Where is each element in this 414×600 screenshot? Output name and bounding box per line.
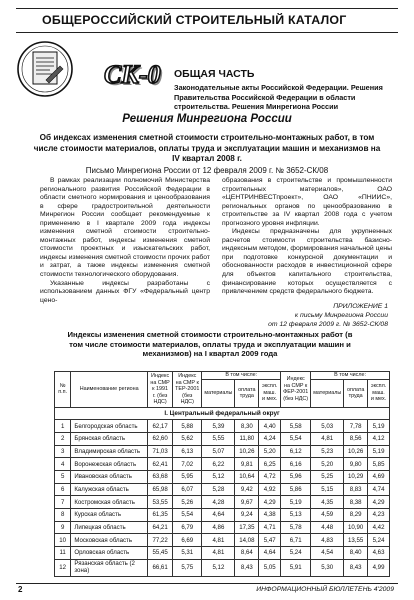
region-name: Липецкая область	[71, 521, 148, 534]
index-value: 4,29	[368, 496, 390, 509]
row-number: 6	[55, 483, 71, 496]
appendix-label: ПРИЛОЖЕНИЕ 1	[333, 303, 388, 310]
table-row	[55, 470, 390, 483]
index-value: 10,26	[235, 445, 259, 458]
index-value: 11,80	[235, 432, 259, 445]
index-value: 9,67	[235, 496, 259, 509]
catalog-heading: ОБЩЕРОССИЙСКИЙ СТРОИТЕЛЬНЫЙ КАТАЛОГ	[42, 13, 347, 27]
index-value: 4,74	[368, 483, 390, 496]
header-group-ter: В том числе:	[202, 372, 281, 380]
index-value: 5,91	[281, 559, 311, 576]
header-machines: экспл. маш. и мех.	[259, 379, 281, 407]
row-number: 9	[55, 521, 71, 534]
table-row	[55, 445, 390, 458]
row-number: 7	[55, 496, 71, 509]
index-value: 5,54	[173, 509, 202, 522]
table-row	[55, 458, 390, 471]
index-value: 4,86	[202, 521, 235, 534]
header-smr-fer: Индекс на СМР к ФЕР-2001 (без НДС)	[281, 372, 311, 408]
index-value: 6,69	[173, 534, 202, 547]
index-value: 5,25	[311, 470, 344, 483]
index-value: 4,83	[311, 534, 344, 547]
page-number: 2	[18, 585, 23, 594]
index-value: 55,45	[148, 547, 173, 560]
index-value: 8,43	[344, 559, 368, 576]
index-value: 4,24	[259, 432, 281, 445]
header-machines: экспл. маш. и мех.	[368, 379, 390, 407]
region-name: Московская область	[71, 534, 148, 547]
index-value: 17,35	[235, 521, 259, 534]
index-value: 4,54	[311, 547, 344, 560]
index-value: 5,23	[311, 445, 344, 458]
region-name: Ивановская область	[71, 470, 148, 483]
index-value: 6,13	[173, 445, 202, 458]
table-row	[55, 483, 390, 496]
header-labor: оплата труда	[235, 379, 259, 407]
index-value: 5,96	[281, 470, 311, 483]
index-value: 10,90	[344, 521, 368, 534]
index-value: 4,81	[202, 547, 235, 560]
index-value: 5,30	[311, 559, 344, 576]
index-value: 4,64	[259, 547, 281, 560]
index-value: 5,26	[173, 496, 202, 509]
header-smr-1991: Индекс на СМР к 1991 г. (без НДС)	[148, 372, 173, 408]
index-value: 6,22	[202, 458, 235, 471]
index-value: 5,20	[311, 458, 344, 471]
index-value: 7,02	[173, 458, 202, 471]
row-number: 12	[55, 559, 71, 576]
header-materials: материалы	[202, 379, 235, 407]
bulletin-name: ИНФОРМАЦИОННЫЙ БЮЛЛЕТЕНЬ 4'2009	[256, 586, 394, 593]
index-value: 4,28	[202, 496, 235, 509]
index-value: 4,40	[259, 420, 281, 433]
index-value: 9,81	[235, 458, 259, 471]
index-value: 6,25	[259, 458, 281, 471]
index-value: 5,39	[202, 420, 235, 433]
table-row	[55, 559, 390, 576]
paragraph: образования в строительстве и промышленности строительных материалов», ОАО «ЦЕНТРИНВЕСТпроект», ОАО «ПНИИС», региональных органов по ценообразованию в строительстве за IV квартал 2008 года с учетом прогнозного уровня инфляции.	[222, 177, 392, 227]
index-value: 4,59	[311, 509, 344, 522]
index-value: 5,13	[281, 509, 311, 522]
index-value: 63,68	[148, 470, 173, 483]
region-name: Калужская область	[71, 483, 148, 496]
index-value: 7,78	[344, 420, 368, 433]
index-value: 6,71	[281, 534, 311, 547]
document-title: Об индексах изменения сметной стоимости строительно-монтажных работ, в том числе стоимости материалов, оплаты труда и эксплуатации машин и механизмов на IV квартал 2008 г.	[33, 133, 381, 164]
letter-reference: Письмо Минрегиона России от 12 февраля 2009 г. № 3652-СК/08	[85, 166, 329, 175]
index-value: 5,85	[368, 458, 390, 471]
table-row	[55, 534, 390, 547]
index-value: 6,16	[281, 458, 311, 471]
header-smr-ter: Индекс на СМР к ТЕР-2001 (без НДС)	[173, 372, 202, 408]
index-value: 4,63	[368, 547, 390, 560]
region-name: Курская область	[71, 509, 148, 522]
body-column-left	[40, 177, 210, 305]
index-value: 5,03	[311, 420, 344, 433]
region-name: Орловская область	[71, 547, 148, 560]
index-value: 8,30	[235, 420, 259, 433]
index-table	[54, 371, 390, 577]
index-value: 53,55	[148, 496, 173, 509]
index-value: 4,92	[259, 483, 281, 496]
index-value: 6,12	[281, 445, 311, 458]
index-value: 5,55	[202, 432, 235, 445]
table-row	[55, 547, 390, 560]
header-rule	[16, 32, 398, 33]
index-value: 5,86	[281, 483, 311, 496]
index-value: 62,60	[148, 432, 173, 445]
appendix-date: от 12 февраля 2009 г. № 3652-СК/08	[268, 321, 388, 328]
index-value: 6,07	[173, 483, 202, 496]
paragraph: Указанные индексы разработаны с использованием данных ФГУ «Федеральный центр цено-	[40, 279, 210, 304]
index-value: 61,35	[148, 509, 173, 522]
section-code: СК-0	[104, 60, 161, 89]
table-row	[55, 420, 390, 433]
index-value: 5,19	[281, 496, 311, 509]
index-value: 5,12	[202, 559, 235, 576]
header-labor: оплата труда	[344, 379, 368, 407]
index-value: 5,62	[173, 432, 202, 445]
index-value: 4,12	[368, 432, 390, 445]
row-number: 4	[55, 458, 71, 471]
index-value: 5,88	[173, 420, 202, 433]
index-value: 5,31	[173, 547, 202, 560]
district-heading: I. Центральный федеральный округ	[55, 407, 390, 420]
header-group-fer: В том числе:	[311, 372, 390, 380]
region-name: Белгородская область	[71, 420, 148, 433]
index-value: 5,95	[173, 470, 202, 483]
row-number: 1	[55, 420, 71, 433]
index-value: 8,56	[344, 432, 368, 445]
index-value: 4,72	[259, 470, 281, 483]
footer-rule	[16, 583, 398, 584]
index-value: 5,15	[311, 483, 344, 496]
index-value: 6,79	[173, 521, 202, 534]
table-row	[55, 496, 390, 509]
index-value: 8,43	[235, 559, 259, 576]
catalog-logo-icon	[16, 40, 74, 98]
row-number: 8	[55, 509, 71, 522]
index-value: 10,64	[235, 470, 259, 483]
table-row	[55, 521, 390, 534]
index-value: 4,71	[259, 521, 281, 534]
region-name: Костромская область	[71, 496, 148, 509]
index-value: 5,05	[259, 559, 281, 576]
body-column-right	[222, 177, 392, 297]
index-value: 4,99	[368, 559, 390, 576]
index-value: 9,80	[344, 458, 368, 471]
region-name: Брянская область	[71, 432, 148, 445]
region-name: Воронежская область	[71, 458, 148, 471]
index-value: 4,69	[368, 470, 390, 483]
paragraph: В рамках реализации полномочий Министерства регионального развития Российской Федерации в области сметного нормирования и ценообразования в сфере градостроительной деятельности Минрегион России сообщает рекомендуемые к применению в I квартале 2009 года индексы изменения сметной стоимости строительно-монтажных работ, индексы изменения сметной стоимости проектных и изыскательских работ, индексы изменения сметной стоимости прочих работ и затрат, а также индексы изменения сметной стоимости технологического оборудования.	[40, 177, 210, 279]
header-materials: материалы	[311, 379, 344, 407]
index-value: 8,38	[344, 496, 368, 509]
index-value: 5,28	[202, 483, 235, 496]
index-value: 62,17	[148, 420, 173, 433]
appendix-note	[200, 302, 388, 329]
index-value: 5,12	[202, 470, 235, 483]
index-value: 10,26	[344, 445, 368, 458]
index-value: 4,81	[311, 432, 344, 445]
row-number: 11	[55, 547, 71, 560]
region-name: Владимирская область	[71, 445, 148, 458]
index-value: 4,81	[202, 534, 235, 547]
index-value: 5,58	[281, 420, 311, 433]
row-number: 5	[55, 470, 71, 483]
row-number: 2	[55, 432, 71, 445]
index-value: 5,20	[259, 445, 281, 458]
index-value: 66,61	[148, 559, 173, 576]
index-value: 5,07	[202, 445, 235, 458]
index-value: 4,48	[311, 521, 344, 534]
index-value: 5,19	[368, 420, 390, 433]
row-number: 10	[55, 534, 71, 547]
index-value: 5,24	[281, 547, 311, 560]
region-name: Рязанская область (2 зона)	[71, 559, 148, 576]
appendix-ref: к письму Минрегиона России	[294, 312, 388, 319]
table-title: Индексы изменения сметной стоимости строительно-монтажных работ (в том числе стоимости материалов, оплаты труда и эксплуатации машин и механизмов) на I квартал 2009 года	[67, 330, 353, 359]
index-value: 4,38	[259, 509, 281, 522]
top-rule	[16, 8, 398, 9]
index-value: 8,40	[344, 547, 368, 560]
index-value: 5,19	[368, 445, 390, 458]
index-value: 14,08	[235, 534, 259, 547]
index-value: 62,41	[148, 458, 173, 471]
index-value: 10,29	[344, 470, 368, 483]
index-value: 8,29	[344, 509, 368, 522]
index-value: 13,55	[344, 534, 368, 547]
index-value: 5,54	[281, 432, 311, 445]
index-value: 5,75	[173, 559, 202, 576]
index-value: 4,35	[311, 496, 344, 509]
index-value: 77,22	[148, 534, 173, 547]
index-value: 8,64	[235, 547, 259, 560]
table-row	[55, 432, 390, 445]
table-row	[55, 509, 390, 522]
index-value: 4,23	[368, 509, 390, 522]
row-number: 3	[55, 445, 71, 458]
index-value: 4,29	[259, 496, 281, 509]
header-region: Наименование региона	[71, 372, 148, 408]
index-value: 8,83	[344, 483, 368, 496]
header-num: № п.п.	[55, 372, 71, 408]
index-value: 4,64	[202, 509, 235, 522]
section-subtitle: Законодательные акты Российской Федерации. Решения Правительства Российской Федерации в области строительства. Решения Минрегиона России	[174, 83, 383, 111]
index-value: 5,47	[259, 534, 281, 547]
decree-heading: Решения Минрегиона России	[122, 113, 292, 125]
index-value: 4,42	[368, 521, 390, 534]
index-value: 5,24	[368, 534, 390, 547]
index-value: 65,98	[148, 483, 173, 496]
paragraph: Индексы предназначены для укрупненных расчетов стоимости строительства базисно-индексным методом, формирования начальной цены при подготовке конкурсной документации и обоснованности расходов в инвестиционной сфере для объектов капитального строительства, финансирование которых осуществляется с привлечением средств федерального бюджета.	[222, 228, 392, 296]
index-value: 9,42	[235, 483, 259, 496]
index-value: 64,21	[148, 521, 173, 534]
section-title: ОБЩАЯ ЧАСТЬ	[174, 68, 255, 80]
index-value: 71,03	[148, 445, 173, 458]
index-value: 5,78	[281, 521, 311, 534]
index-value: 9,24	[235, 509, 259, 522]
